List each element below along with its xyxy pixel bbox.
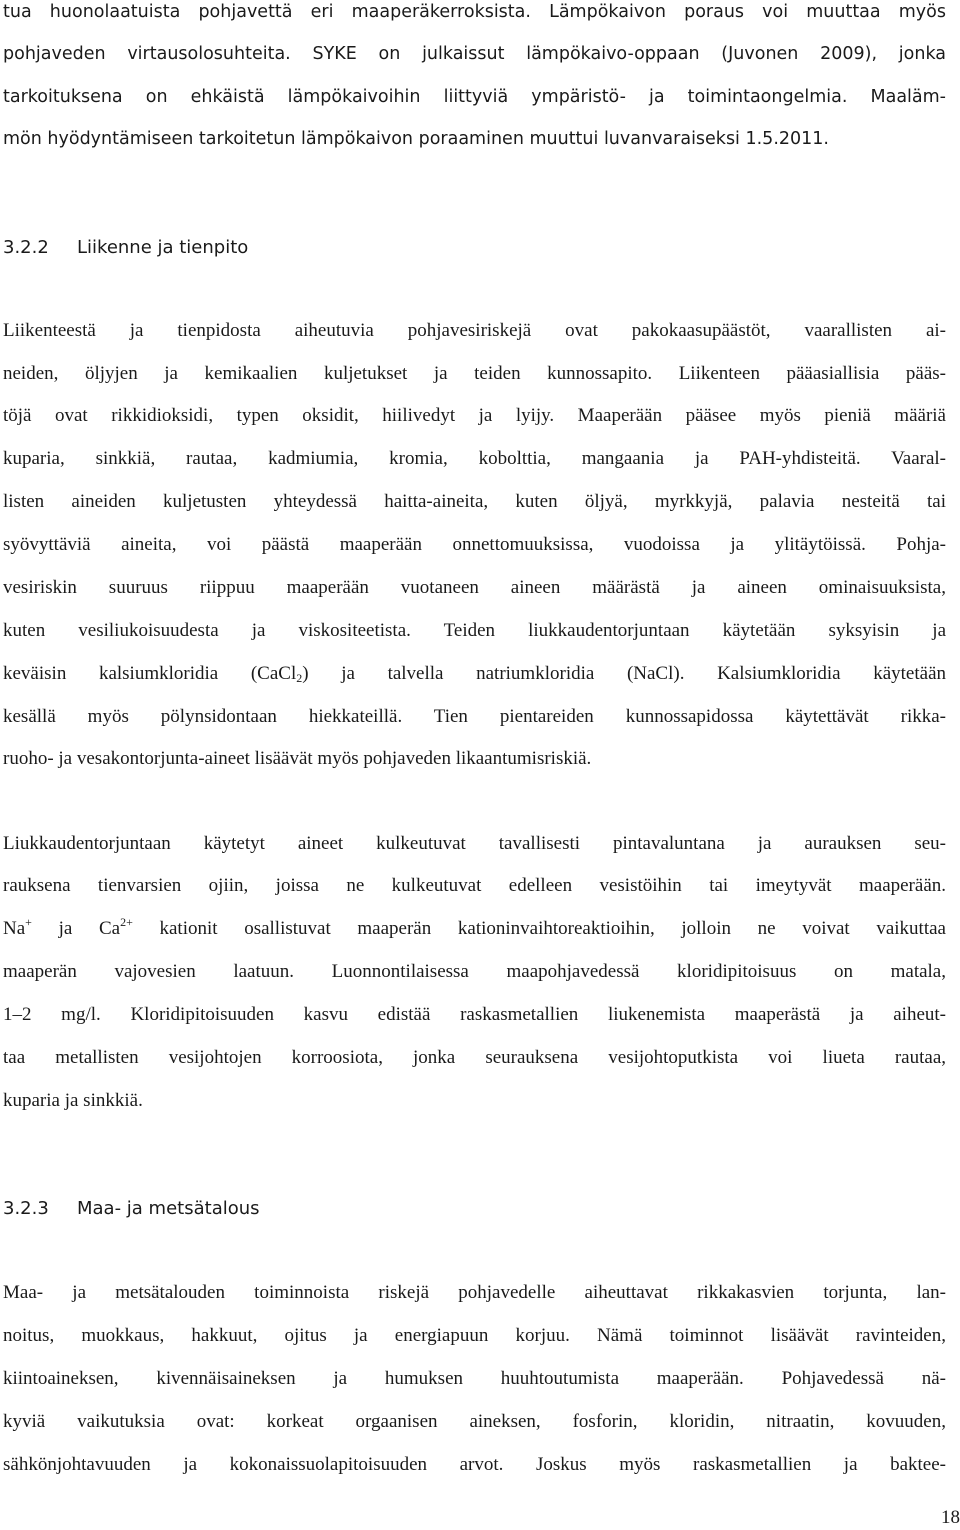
text-run: kationit osallistuvat maaperän kationinvaihtoreaktioihin, jolloin ne voivat vaikuttaa: [132, 918, 946, 939]
section-number: 3.2.2: [3, 237, 49, 258]
superscript: +: [25, 915, 32, 929]
text-line: vesiriskin suuruus riippuu maaperään vuotaneen aineen määrästä ja aineen ominaisuuksista,: [3, 577, 946, 598]
text-line: ruoho- ja vesakontorjunta-aineet lisäävät myös pohjaveden likaantumisriskiä.: [3, 748, 592, 769]
text-line: Liukkaudentorjuntaan käytetyt aineet kulkeutuvat tavallisesti pintavaluntana ja aurauksen seu-: [3, 833, 946, 854]
section-heading-3-2-2: [3, 236, 248, 260]
text-line: kuparia, sinkkiä, rautaa, kadmiumia, kromia, kobolttia, mangaania ja PAH-yhdisteitä. Vaaral-: [3, 448, 946, 469]
text-line: Liikenteestä ja tienpidosta aiheutuvia pohjavesiriskejä ovat pakokaasupäästöt, vaarallisten ai-: [3, 320, 946, 341]
text-run: ja Ca: [31, 918, 121, 939]
text-line: noitus, muokkaus, hakkuut, ojitus ja energiapuun korjuu. Nämä toiminnot lisäävät ravinteiden,: [3, 1325, 946, 1346]
text-line: syövyttäviä aineita, voi päästä maaperään onnettomuuksissa, vuodoissa ja ylitäytöissä. Pohja-: [3, 534, 946, 555]
text-run: keväisin kalsiumkloridia (CaCl: [3, 663, 297, 684]
text-line: mön hyödyntämiseen tarkoitetun lämpökaivon poraaminen muuttui luvanvaraiseksi 1.5.2011.: [3, 129, 829, 149]
text-line: tarkoituksena on ehkäistä lämpökaivoihin liittyviä ympäristö- ja toimintaongelmia. Maaläm-: [3, 87, 946, 107]
text-line-ions: [3, 917, 946, 941]
section-heading-3-2-3: [3, 1197, 260, 1221]
text-line-cacl: [3, 662, 946, 686]
text-line: rauksena tienvarsien ojiin, joissa ne kulkeutuvat edelleen vesistöihin tai imeytyvät maaperään.: [3, 875, 946, 896]
text-line: taa metallisten vesijohtojen korroosiota, jonka seurauksena vesijohtoputkista voi liueta rautaa,: [3, 1047, 946, 1068]
section-title: Maa- ja metsätalous: [77, 1198, 260, 1219]
text-line: neiden, öljyjen ja kemikaalien kuljetukset ja teiden kunnossapito. Liikenteen pääasiallisia pääs-: [3, 363, 946, 384]
section-title: Liikenne ja tienpito: [77, 237, 249, 258]
text-line: kuten vesiliukoisuudesta ja viskositeetista. Teiden liukkaudentorjuntaan käytetään syksyisin ja: [3, 620, 946, 641]
text-line: maaperän vajovesien laatuun. Luonnontilaisessa maapohjavedessä kloridipitoisuus on matala,: [3, 961, 946, 982]
text-line: 1–2 mg/l. Kloridipitoisuuden kasvu edistää raskasmetallien liukenemista maaperästä ja aiheut-: [3, 1004, 946, 1025]
text-line: Maa- ja metsätalouden toiminnoista riskejä pohjavedelle aiheuttavat rikkakasvien torjunta, lan-: [3, 1282, 946, 1303]
text-line: pohjaveden virtausolosuhteita. SYKE on julkaissut lämpökaivo-oppaan (Juvonen 2009), jonka: [3, 44, 946, 64]
text-line: listen aineiden kuljetusten yhteydessä haitta-aineita, kuten öljyä, myrkkyjä, palavia nesteitä tai: [3, 491, 946, 512]
text-line: sähkönjohtavuuden ja kokonaissuolapitoisuuden arvot. Joskus myös raskasmetallien ja baktee-: [3, 1454, 946, 1475]
text-line: kuparia ja sinkkiä.: [3, 1090, 143, 1111]
section-number: 3.2.3: [3, 1198, 49, 1219]
text-run: ) ja talvella natriumkloridia (NaCl). Kalsiumkloridia käytetään: [302, 663, 946, 684]
text-line: tua huonolaatuista pohjavettä eri maaperäkerroksista. Lämpökaivon poraus voi muuttaa myös: [3, 2, 946, 22]
text-line: kyviä vaikutuksia ovat: korkeat orgaanisen aineksen, fosforin, kloridin, nitraatin, kovuuden,: [3, 1411, 946, 1432]
subscript: 2: [296, 671, 303, 685]
superscript: 2+: [120, 915, 133, 929]
text-line: kesällä myös pölynsidontaan hiekkateillä. Tien pientareiden kunnossapidossa käytettävät rikka-: [3, 706, 946, 727]
page-number: 18: [941, 1507, 960, 1528]
text-run: Na: [3, 918, 26, 939]
text-line: kiintoaineksen, kivennäisaineksen ja humuksen huuhtoutumista maaperään. Pohjavedessä nä-: [3, 1368, 946, 1389]
text-line: töjä ovat rikkidioksidi, typen oksidit, hiilivedyt ja lyijy. Maaperään pääsee myös pieniä määriä: [3, 405, 946, 426]
